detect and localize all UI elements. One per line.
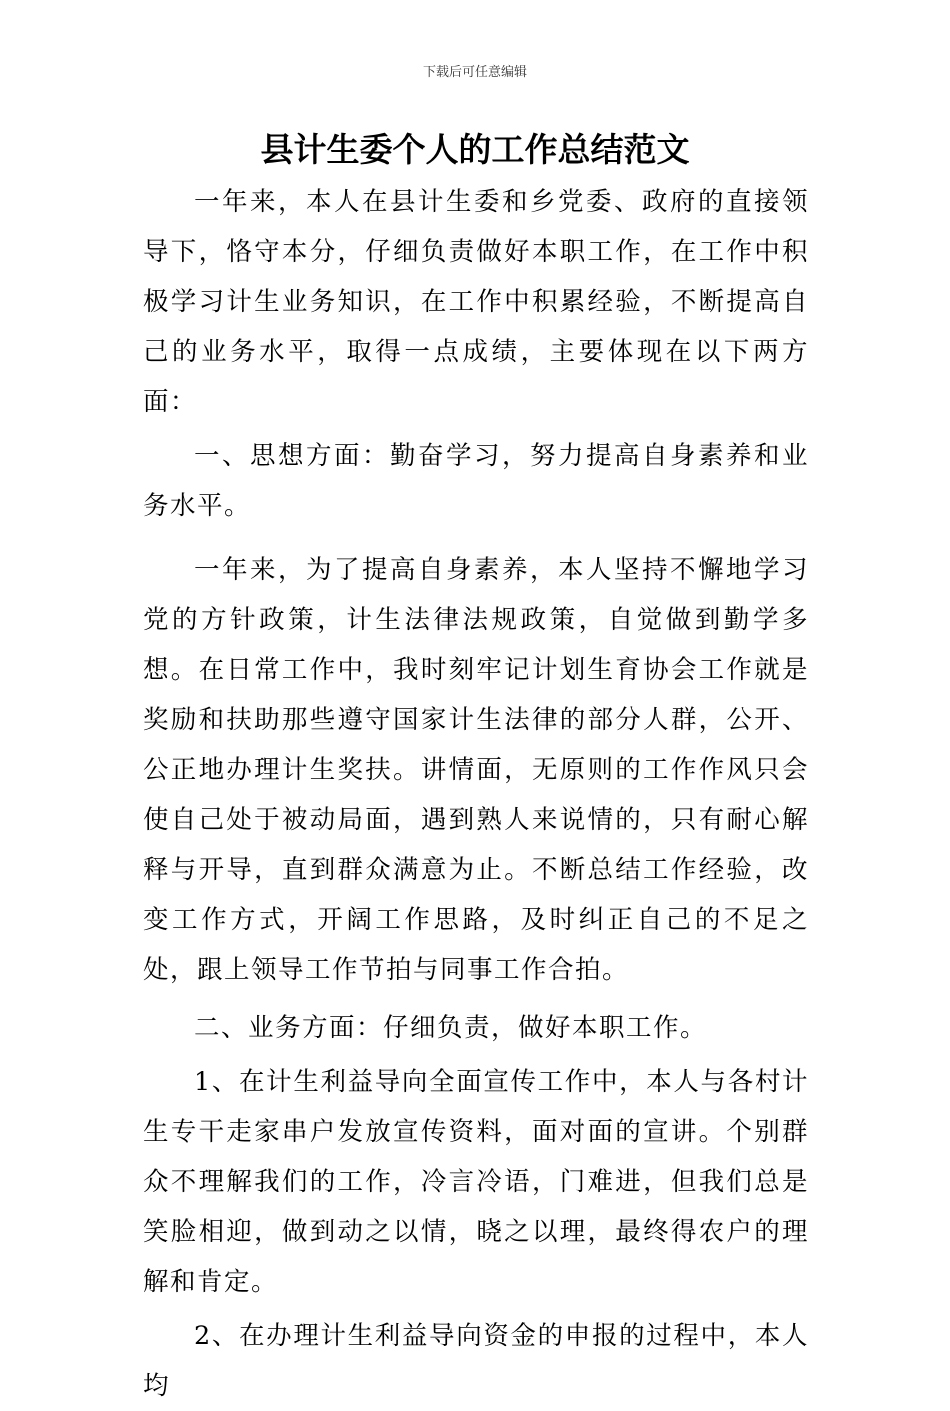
document-title: 县计生委个人的工作总结范文 — [260, 130, 690, 169]
paragraph-section-one-body: 一年来，为了提高自身素养，本人坚持不懈地学习党的方针政策，计生法律法规政策，自觉做到勤学多想。在日常工作中，我时刻牢记计划生育协会工作就是奖励和扶助那些遵守国家计生法律的部分人群，公开、公正地办理计生奖扶。讲情面，无原则的工作作风只会使自己处于被动局面，遇到熟人来说情的，只有耐心解释与开导，直到群众满意为止。不断总结工作经验，改变工作方式，开阔工作思路，及时纠正自己的不足之处，跟上领导工作节拍与同事工作合拍。 — [143, 555, 809, 985]
document-body — [143, 177, 809, 1411]
paragraph-section-two-heading: 二、业务方面：仔细负责，做好本职工作。 — [194, 1013, 708, 1043]
paragraph-section-one-heading: 一、思想方面：勤奋学习，努力提高自身素养和业务水平。 — [143, 441, 809, 521]
paragraph-intro: 一年来，本人在县计生委和乡党委、政府的直接领导下，恪守本分，仔细负责做好本职工作，在工作中积极学习计生业务知识，在工作中积累经验，不断提高自己的业务水平，取得一点成绩，主要体现在以下两方面： — [143, 187, 809, 417]
header-note: 下载后可任意编辑 — [422, 65, 527, 80]
paragraph-item-two: 2、在办理计生利益导向资金的申报的过程中，本人均 — [143, 1321, 809, 1401]
paragraph-item-one: 1、在计生利益导向全面宣传工作中，本人与各村计生专干走家串户发放宣传资料，面对面的宣讲。个别群众不理解我们的工作，冷言冷语，门难进，但我们总是笑脸相迎，做到动之以情，晓之以理，最终得农户的理解和肯定。 — [143, 1067, 809, 1297]
